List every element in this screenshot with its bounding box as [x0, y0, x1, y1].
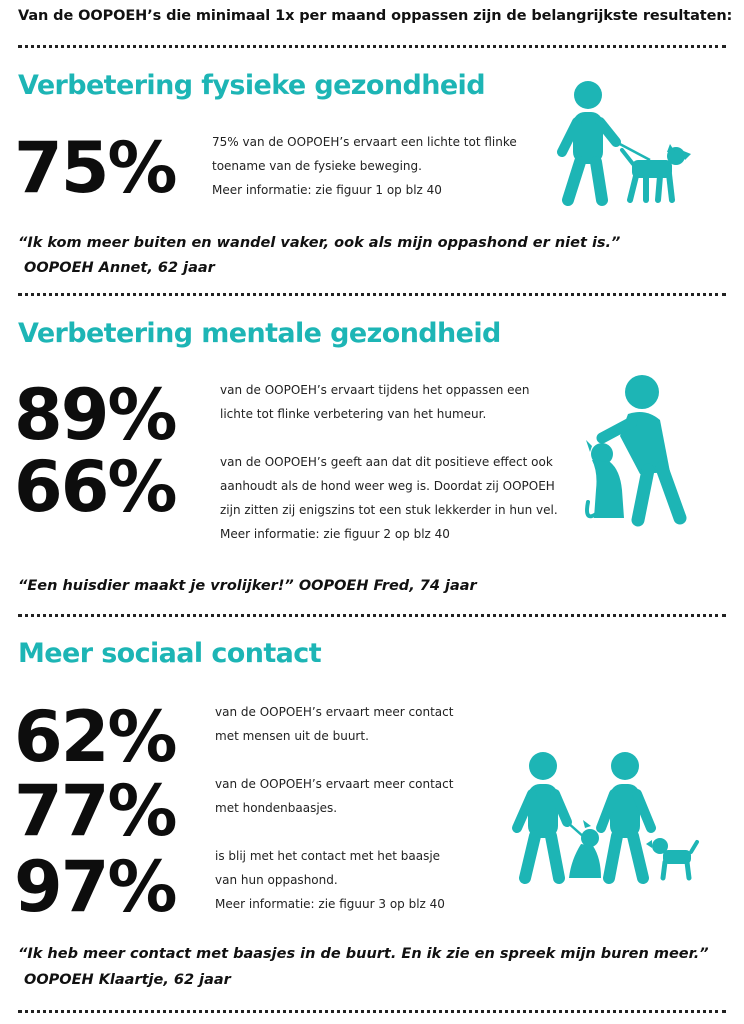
desc-line: van de OOPOEH’s geeft aan dat dit positieve effect ook — [220, 455, 553, 469]
intro-text: Van de OOPOEH’s die minimaal 1x per maand oppassen zijn de belangrijkste resultaten: — [18, 8, 733, 24]
desc-line: van de OOPOEH’s ervaart meer contact — [215, 705, 454, 719]
section-description — [220, 378, 558, 546]
desc-spacer — [215, 820, 453, 844]
two-people-with-dogs-icon — [505, 750, 700, 885]
section-heading-mental: Verbetering mentale gezondheid — [18, 318, 501, 349]
desc-line: van hun oppashond. — [215, 873, 338, 887]
desc-line: Meer informatie: zie figuur 3 op blz 40 — [215, 897, 445, 911]
divider — [18, 1010, 726, 1013]
quote: “Ik heb meer contact met baasjes in de buurt. En ik zie en spreek mijn buren meer.” — [18, 946, 709, 962]
desc-line: 75% van de OOPOEH’s ervaart een lichte tot flinke — [212, 135, 517, 149]
stat-75: 75% — [14, 127, 176, 209]
stat-66: 66% — [14, 446, 176, 528]
section-heading-physical: Verbetering fysieke gezondheid — [18, 70, 485, 101]
person-petting-dog-icon — [580, 372, 692, 527]
quote-attribution: OOPOEH Klaartje, 62 jaar — [24, 972, 231, 988]
quote: “Ik kom meer buiten en wandel vaker, ook als mijn oppashond er niet is.” — [18, 235, 621, 251]
stat-77: 77% — [14, 770, 176, 852]
divider — [18, 614, 726, 617]
section-heading-social: Meer sociaal contact — [18, 638, 321, 669]
section-description — [215, 700, 453, 916]
stat-89: 89% — [14, 374, 176, 456]
desc-spacer — [220, 426, 558, 450]
section-description — [212, 130, 517, 202]
desc-line: toename van de fysieke beweging. — [212, 159, 422, 173]
desc-spacer — [215, 748, 453, 772]
desc-line: lichte tot flinke verbetering van het humeur. — [220, 407, 487, 421]
desc-line: Meer informatie: zie figuur 1 op blz 40 — [212, 183, 442, 197]
desc-line: met hondenbaasjes. — [215, 801, 338, 815]
desc-line: van de OOPOEH’s ervaart meer contact — [215, 777, 454, 791]
stat-62: 62% — [14, 696, 176, 778]
desc-line: van de OOPOEH’s ervaart tijdens het oppassen een — [220, 383, 530, 397]
desc-line: met mensen uit de buurt. — [215, 729, 369, 743]
divider — [18, 293, 726, 296]
desc-line: zijn zitten zij enigszins tot een stuk lekkerder in hun vel. — [220, 503, 558, 517]
desc-line: Meer informatie: zie figuur 2 op blz 40 — [220, 527, 450, 541]
quote-attribution: OOPOEH Annet, 62 jaar — [24, 260, 215, 276]
desc-line: aanhoudt als de hond weer weg is. Doordat zij OOPOEH — [220, 479, 555, 493]
divider — [18, 45, 726, 48]
person-walking-dog-icon — [550, 78, 695, 208]
stat-97: 97% — [14, 846, 176, 928]
desc-line: is blij met het contact met het baasje — [215, 849, 441, 863]
quote: “Een huisdier maakt je vrolijker!” OOPOEH Fred, 74 jaar — [18, 578, 477, 594]
